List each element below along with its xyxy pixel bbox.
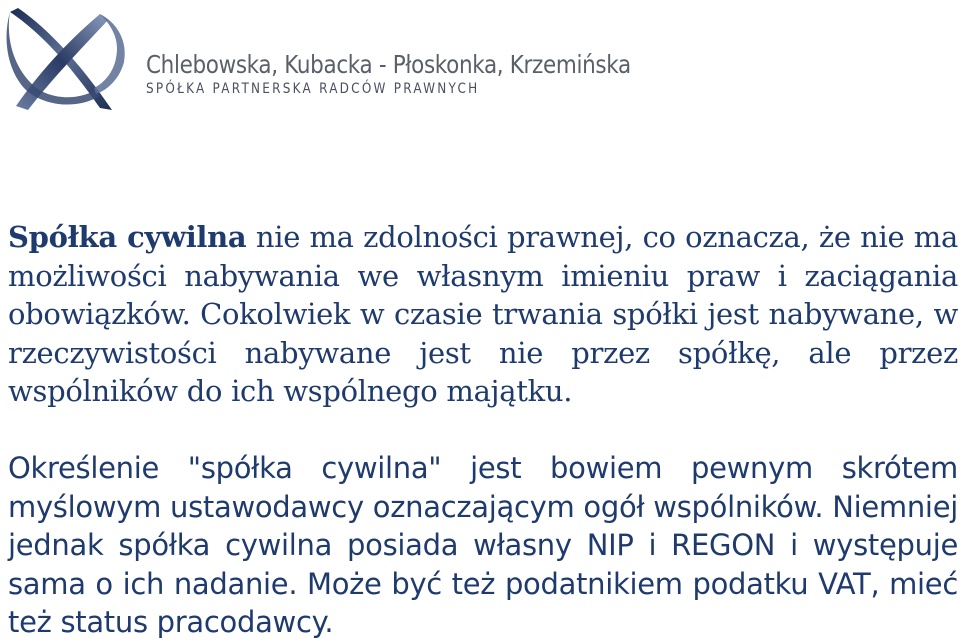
firm-name: Chlebowska, Kubacka - Płoskonka, Krzemińska [146,50,631,79]
paragraph-1-text: nie ma zdolności prawnej, co oznacza, że nie ma możliwości nabywania we własnym imieniu praw i zaciągania obowiązków. Cokolwiek w czasie trwania spółki jest nabywane, w rzeczywistości nabywane jest nie przez spółkę, ale przez wspólników do ich wspólnego majątku. [8,220,958,408]
term-spolka-cywilna: Spółka cywilna [8,220,247,254]
paragraph-okreslenie: Określenie "spółka cywilna" jest bowiem pewnym skrótem myślowym ustawodawcy oznaczającym ogół wspólników. Niemniej jednak spółka cywilna posiada własny NIP i REGON i występuje sama o ich nadanie. Może być też podatnikiem podatku VAT, mieć też status pracodawcy. [8,451,958,639]
ribbon-x-logo-icon [4,6,132,116]
paragraph-spolka-cywilna [8,218,958,411]
firm-subtitle: SPÓŁKA PARTNERSKA RADCÓW PRAWNYCH [146,81,480,97]
